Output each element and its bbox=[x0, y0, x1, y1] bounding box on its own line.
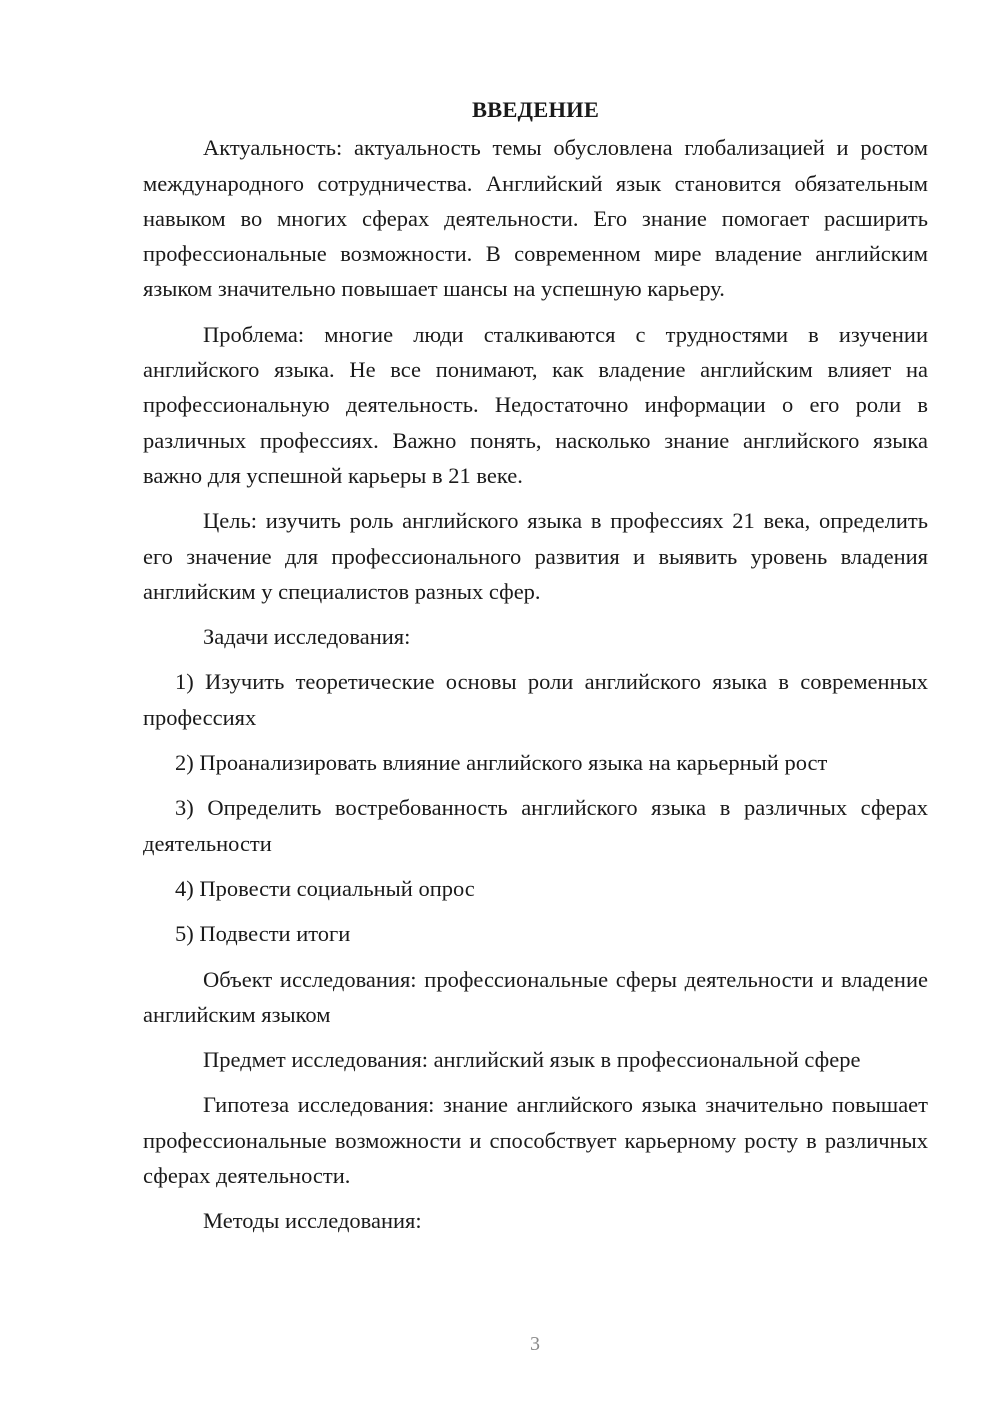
tasks-heading: Задачи исследования: bbox=[203, 624, 411, 650]
methods-heading: Методы исследования: bbox=[203, 1208, 422, 1234]
page-number: 3 bbox=[530, 1333, 540, 1355]
relevance-paragraph: Актуальность: актуальность темы обусловлена глобализацией и ростом международного сотрудничества. Английский язык становится обязательным навыком во многих сферах деятельности. Его знание помогает расширить профессиональные возможности. В современном мире владение английским языком значительно повышает шансы на успешную карьеру. bbox=[143, 135, 928, 302]
task-item-3: 3) Определить востребованность английского языка в различных сферах деятельности bbox=[143, 795, 928, 856]
subject-paragraph: Предмет исследования: английский язык в профессиональной сфере bbox=[203, 1047, 861, 1073]
section-heading: ВВЕДЕНИЕ bbox=[471, 97, 600, 122]
task-item-1: 1) Изучить теоретические основы роли английского языка в современных профессиях bbox=[143, 669, 928, 730]
object-paragraph: Объект исследования: профессиональные сферы деятельности и владение английским языком bbox=[143, 966, 928, 1027]
task-item-4: 4) Провести социальный опрос bbox=[175, 875, 475, 901]
hypothesis-paragraph: Гипотеза исследования: знание английского языка значительно повышает профессиональные возможности и способствует карьерному росту в различных сферах деятельности. bbox=[143, 1092, 928, 1189]
goal-paragraph: Цель: изучить роль английского языка в профессиях 21 века, определить его значение для профессионального развития и выявить уровень владения английским у специалистов разных сфер. bbox=[143, 508, 928, 604]
task-item-2: 2) Проанализировать влияние английского языка на карьерный рост bbox=[175, 750, 828, 776]
task-item-5: 5) Подвести итоги bbox=[175, 921, 351, 947]
problem-paragraph: Проблема: многие люди сталкиваются с трудностями в изучении английского языка. Не все понимают, как владение английским влияет на профессиональную деятельность. Недостаточно информации о его роли в различных профессиях. Важно понять, насколько знание английского языка важно для успешной карьеры в 21 веке. bbox=[143, 321, 928, 488]
page-content bbox=[143, 92, 928, 1249]
